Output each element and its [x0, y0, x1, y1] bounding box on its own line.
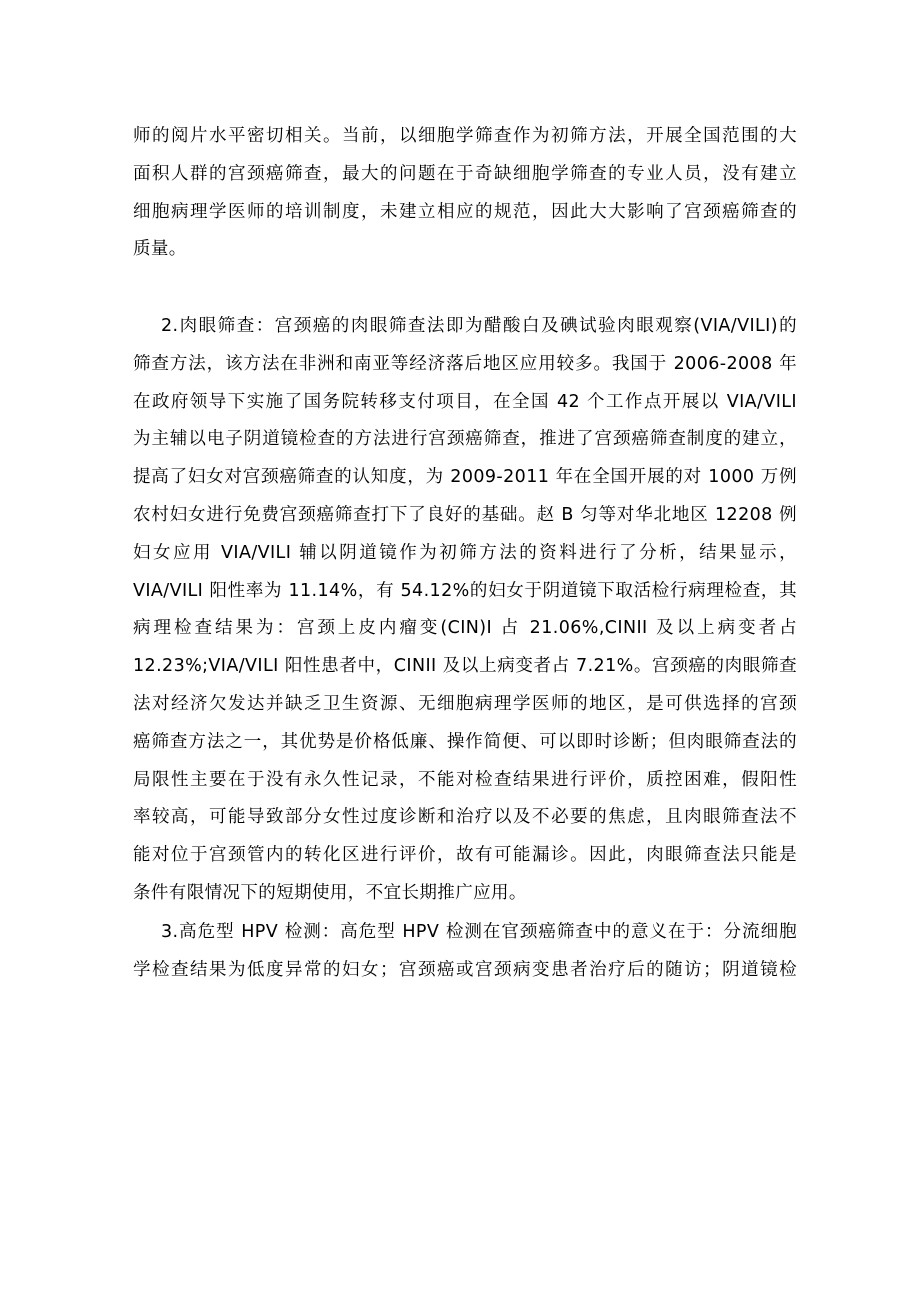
text-line: 细胞病理学医师的培训制度，未建立相应的规范，因此大大影响了宫颈癌筛查的 — [133, 201, 797, 222]
paragraph-continuation — [133, 118, 797, 269]
text-line: 质量。 — [133, 239, 187, 260]
text-line: 3.高危型 HPV 检测：高危型 HPV 检测在官颈癌筛查中的意义在于：分流细胞 — [161, 922, 797, 942]
text-line: 在政府领导下实施了国务院转移支付项目，在全国 42 个工作点开展以 VIA/VILI — [133, 391, 797, 412]
text-line: 妇女应用 VIA/VILI 辅以阴道镜作为初筛方法的资料进行了分析，结果显示， — [133, 542, 797, 563]
text-line: 条件有限情况下的短期使用，不宜长期推广应用。 — [133, 882, 527, 903]
text-line: 2.肉眼筛查：宫颈癌的肉眼筛查法即为醋酸白及碘试验肉眼观察(VIA/VILI)的 — [161, 316, 797, 336]
text-line: 农村妇女进行免费宫颈癌筛查打下了良好的基础。赵 B 匀等对华北地区 12208 例 — [133, 504, 797, 525]
text-line: 癌筛查方法之一，其优势是价格低廉、操作简便、可以即时诊断；但肉眼筛查法的 — [133, 731, 797, 752]
paragraph-hpv-testing — [133, 914, 797, 990]
text-line: VIA/VILI 阳性率为 11.14%，有 54.12%的妇女于阴道镜下取活检行病理检查，其 — [133, 580, 797, 601]
paragraph-visual-screening — [133, 308, 797, 913]
text-line: 为主辅以电子阴道镜检查的方法进行宫颈癌筛查，推进了宫颈癌筛查制度的建立， — [133, 429, 797, 450]
text-line: 学检查结果为低度异常的妇女；宫颈癌或宫颈病变患者治疗后的随访；阴道镜检 — [133, 959, 797, 980]
text-line: 12.23%;VIA/VILI 阳性患者中，CINII 及以上病变者占 7.21%。宫颈癌的肉眼筛查 — [133, 656, 797, 677]
text-line: 面积人群的宫颈癌筛查，最大的问题在于奇缺细胞学筛查的专业人员，没有建立 — [133, 163, 797, 184]
text-line: 能对位于宫颈管内的转化区进行评价，故有可能漏诊。因此，肉眼筛查法只能是 — [133, 845, 797, 866]
text-line: 提高了妇女对宫颈癌筛查的认知度，为 2009-2011 年在全国开展的对 1000 万例 — [133, 467, 797, 488]
text-line: 筛查方法，该方法在非洲和南亚等经济落后地区应用较多。我国于 2006-2008 年 — [133, 353, 797, 374]
text-line: 率较高，可能导致部分女性过度诊断和治疗以及不必要的焦虑，且肉眼筛查法不 — [133, 807, 797, 828]
text-line: 师的阅片水平密切相关。当前，以细胞学筛查作为初筛方法，开展全国范围的大 — [133, 126, 797, 146]
text-line: 法对经济欠发达并缺乏卫生资源、无细胞病理学医师的地区，是可供选择的宫颈 — [133, 693, 797, 714]
text-line: 病理检查结果为：宫颈上皮内瘤变(CIN)I 占 21.06%,CINII 及以上病变者占 — [133, 618, 797, 639]
text-line: 局限性主要在于没有永久性记录，不能对检查结果进行评价，质控困难，假阳性 — [133, 769, 797, 790]
